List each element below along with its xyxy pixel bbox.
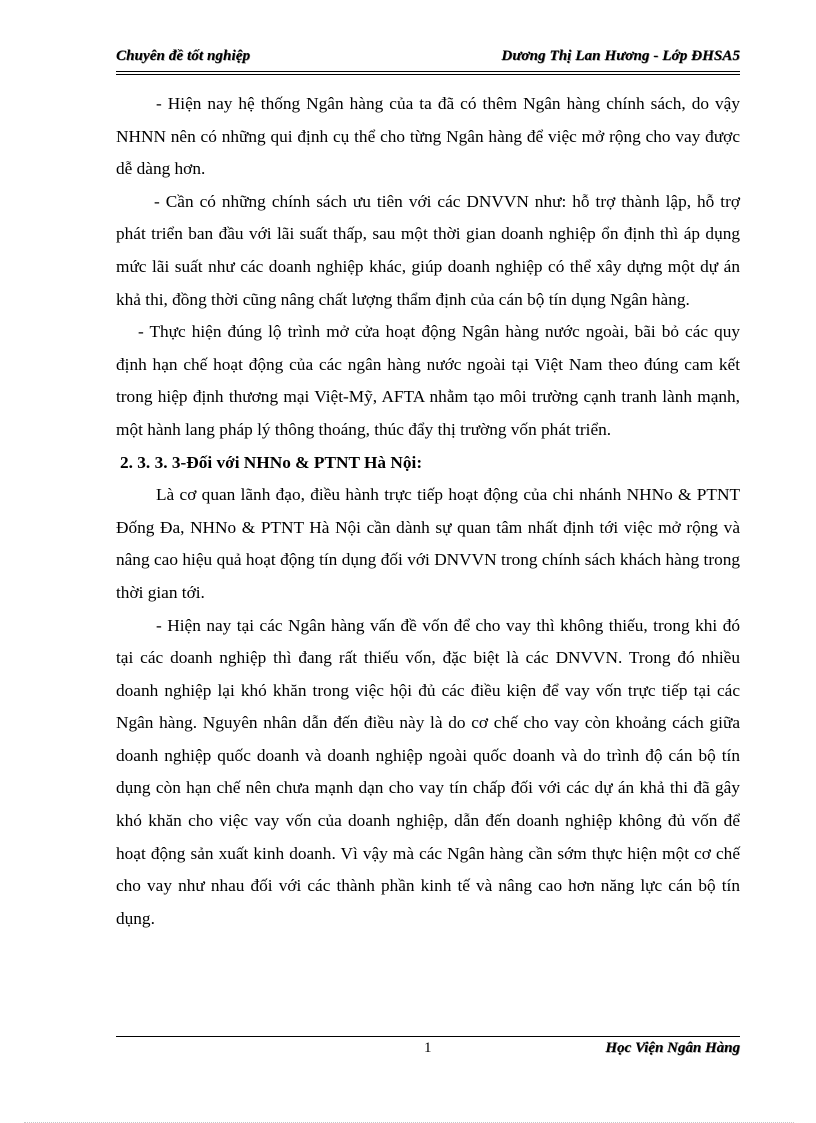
- footer-rule: [116, 1036, 740, 1037]
- header-rule: [116, 71, 740, 72]
- header-rule-thin: [116, 74, 740, 75]
- footer-institution: Học Viện Ngân Hàng: [605, 1040, 740, 1056]
- header-title: Chuyên đề tốt nghiệp: [116, 48, 251, 64]
- body-paragraph: - Hiện nay tại các Ngân hàng vấn đề vốn để cho vay thì không thiếu, trong khi đó tại các doanh nghiệp thì đang rất thiếu vốn, đặc biệt là các DNVVN. Trong đó nhiều doanh nghiệp lại khó khăn trong việc hội đủ các điều kiện để vay vốn trực tiếp tại các Ngân hàng. Nguyên nhân dẫn đến điều này là do cơ chế cho vay còn khoảng cách giữa doanh nghiệp quốc doanh và doanh nghiệp ngoài quốc doanh và do trình độ cán bộ tín dụng còn hạn chế nên chưa mạnh dạn cho vay tín chấp đối với các dự án khả thi đã gây khó khăn cho việc vay vốn của doanh nghiệp, dẫn đến doanh nghiệp không đủ vốn để hoạt động sản xuất kinh doanh. Vì vậy mà các Ngân hàng cần sớm thực hiện một cơ chế cho vay như nhau đối với các thành phần kinh tế và nâng cao hơn năng lực cán bộ tín dụng.: [116, 615, 740, 928]
- body-paragraph: Là cơ quan lãnh đạo, điều hành trực tiếp hoạt động của chi nhánh NHNo & PTNT Đống Đa, NHNo & PTNT Hà Nội cần dành sự quan tâm nhất định tới việc mở rộng và nâng cao hiệu quả hoạt động tín dụng đối với DNVVN trong chính sách khách hàng trong thời gian tới.: [116, 485, 740, 602]
- body-paragraph: - Thực hiện đúng lộ trình mở cửa hoạt động Ngân hàng nước ngoài, bãi bỏ các quy định hạn chế hoạt động của các ngân hàng nước ngoài tại Việt Nam theo đúng cam kết trong hiệp định thương mại Việt-Mỹ, AFTA nhằm tạo môi trường cạnh tranh lành mạnh, một hành lang pháp lý thông thoáng, thúc đẩy thị trường vốn phát triển.: [116, 322, 740, 439]
- header-author: Dương Thị Lan Hương - Lớp ĐHSA5: [501, 48, 740, 64]
- body-paragraph: - Cần có những chính sách ưu tiên với các DNVVN như: hỗ trợ thành lập, hỗ trợ phát triển ban đầu với lãi suất thấp, sau một thời gian doanh nghiệp ổn định thì áp dụng mức lãi suất như các doanh nghiệp khác, giúp doanh nghiệp có thể xây dựng một dự án khả thi, đồng thời cũng nâng chất lượng thẩm định của cán bộ tín dụng Ngân hàng.: [116, 191, 740, 309]
- page-number: 1: [424, 1040, 432, 1056]
- page-header: [116, 48, 740, 70]
- section-heading: 2. 3. 3. 3-Đối với NHNo & PTNT Hà Nội:: [120, 452, 423, 472]
- body-paragraph: - Hiện nay hệ thống Ngân hàng của ta đã có thêm Ngân hàng chính sách, do vậy NHNN nên có những qui định cụ thể cho từng Ngân hàng để việc mở rộng cho vay được dễ dàng hơn.: [116, 94, 740, 179]
- document-body: [116, 88, 740, 935]
